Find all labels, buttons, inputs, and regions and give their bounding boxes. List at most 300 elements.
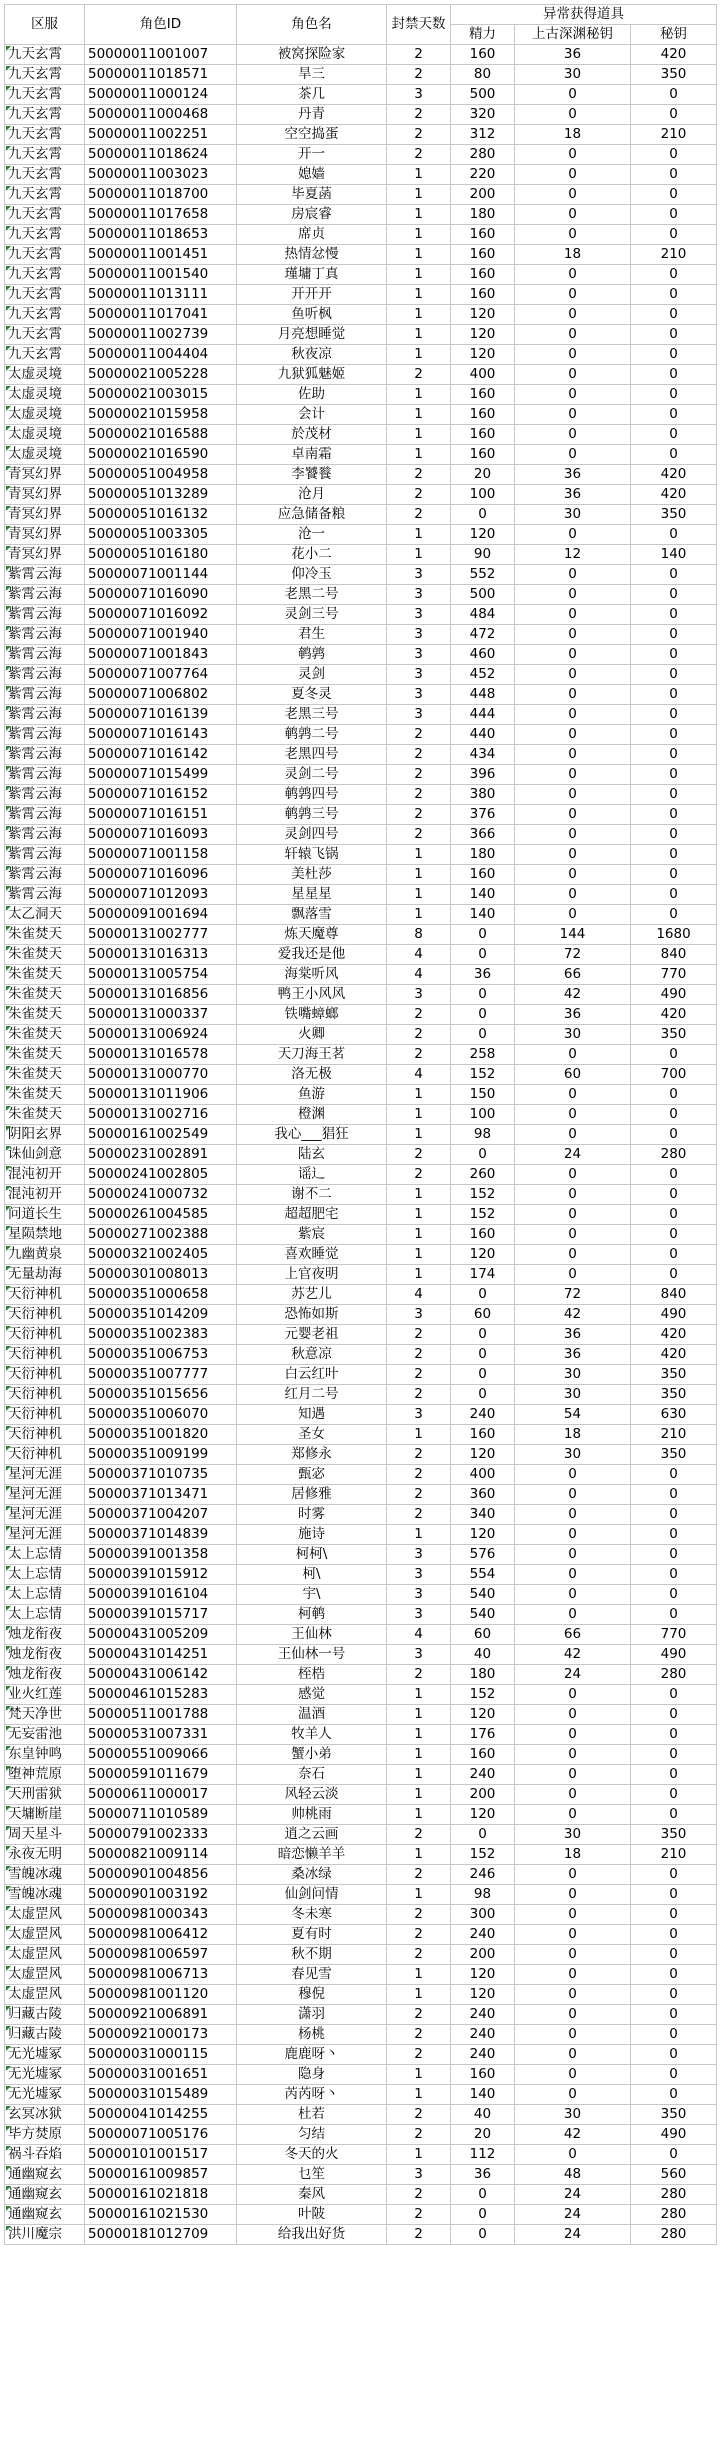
cell-zone: 九天玄霄	[5, 345, 85, 365]
cell-role-id: 50000131005754	[85, 965, 237, 985]
cell-energy: 240	[451, 1925, 515, 1945]
table-row	[5, 1625, 717, 1645]
cell-role-id: 50000011018700	[85, 185, 237, 205]
table-row	[5, 1765, 717, 1785]
cell-key: 0	[631, 1565, 717, 1585]
cell-ancient-abyss-key: 0	[515, 1805, 631, 1825]
cell-ancient-abyss-key: 0	[515, 1985, 631, 2005]
cell-key: 0	[631, 105, 717, 125]
cell-ancient-abyss-key: 30	[515, 1825, 631, 1845]
cell-key: 490	[631, 985, 717, 1005]
cell-role-name: 鱼游	[237, 1085, 387, 1105]
table-row	[5, 1725, 717, 1745]
table-row	[5, 445, 717, 465]
cell-key: 770	[631, 1625, 717, 1645]
cell-role-id: 50000371014839	[85, 1525, 237, 1545]
table-row	[5, 925, 717, 945]
cell-ban-days: 3	[387, 1405, 451, 1425]
cell-ancient-abyss-key: 0	[515, 885, 631, 905]
cell-zone: 天衍神机	[5, 1345, 85, 1365]
cell-role-name: 老黑二号	[237, 585, 387, 605]
cell-role-name: 鹿鹿呀丶	[237, 2045, 387, 2065]
cell-role-name: 被窝探险家	[237, 45, 387, 65]
cell-role-id: 50000071016090	[85, 585, 237, 605]
cell-energy: 120	[451, 1985, 515, 2005]
cell-energy: 0	[451, 505, 515, 525]
cell-energy: 174	[451, 1265, 515, 1285]
cell-ancient-abyss-key: 24	[515, 1145, 631, 1165]
cell-energy: 258	[451, 1045, 515, 1065]
cell-key: 0	[631, 2145, 717, 2165]
cell-role-name: 洛无极	[237, 1065, 387, 1085]
cell-zone: 紫霄云海	[5, 885, 85, 905]
table-row	[5, 1105, 717, 1125]
cell-role-name: 施诗	[237, 1525, 387, 1545]
cell-ancient-abyss-key: 0	[515, 1205, 631, 1225]
cell-role-id: 50000011018624	[85, 145, 237, 165]
cell-ban-days: 2	[387, 785, 451, 805]
header-abnormal-items: 异常获得道具	[451, 5, 717, 25]
cell-ancient-abyss-key: 36	[515, 485, 631, 505]
table-row	[5, 1265, 717, 1285]
cell-role-name: 月亮想睡觉	[237, 325, 387, 345]
table-row	[5, 565, 717, 585]
cell-ancient-abyss-key: 0	[515, 105, 631, 125]
cell-ban-days: 3	[387, 625, 451, 645]
cell-zone: 天衍神机	[5, 1285, 85, 1305]
cell-energy: 160	[451, 385, 515, 405]
cell-key: 350	[631, 1445, 717, 1465]
cell-zone: 太上忘情	[5, 1545, 85, 1565]
cell-ban-days: 2	[387, 145, 451, 165]
cell-role-name: 穆倪	[237, 1985, 387, 2005]
cell-zone: 紫霄云海	[5, 745, 85, 765]
cell-key: 0	[631, 185, 717, 205]
cell-zone: 九天玄霄	[5, 125, 85, 145]
table-row	[5, 1225, 717, 1245]
cell-zone: 诛仙剑意	[5, 1145, 85, 1165]
cell-ban-days: 1	[387, 2085, 451, 2105]
cell-energy: 554	[451, 1565, 515, 1585]
cell-key: 0	[631, 405, 717, 425]
cell-ancient-abyss-key: 0	[515, 425, 631, 445]
cell-zone: 东皇钟鸣	[5, 1745, 85, 1765]
cell-role-name: 知遇	[237, 1405, 387, 1425]
cell-energy: 0	[451, 1285, 515, 1305]
cell-ancient-abyss-key: 0	[515, 2005, 631, 2025]
cell-role-id: 50000041014255	[85, 2105, 237, 2125]
cell-key: 0	[631, 1485, 717, 1505]
cell-key: 0	[631, 1985, 717, 2005]
cell-role-name: 毕夏菡	[237, 185, 387, 205]
cell-ban-days: 2	[387, 465, 451, 485]
cell-zone: 烛龙衔夜	[5, 1665, 85, 1685]
cell-key: 350	[631, 2105, 717, 2125]
table-row	[5, 2065, 717, 2085]
cell-ancient-abyss-key: 0	[515, 1245, 631, 1265]
table-row	[5, 1925, 717, 1945]
cell-energy: 400	[451, 1465, 515, 1485]
cell-role-id: 50000011001540	[85, 265, 237, 285]
cell-role-name: 超超肥宅	[237, 1205, 387, 1225]
cell-ancient-abyss-key: 0	[515, 845, 631, 865]
table-row	[5, 285, 717, 305]
cell-ancient-abyss-key: 0	[515, 85, 631, 105]
cell-role-name: 鹌鹑二号	[237, 725, 387, 745]
cell-energy: 366	[451, 825, 515, 845]
cell-role-name: 会计	[237, 405, 387, 425]
cell-ancient-abyss-key: 0	[515, 1565, 631, 1585]
cell-key: 0	[631, 805, 717, 825]
cell-energy: 280	[451, 145, 515, 165]
cell-energy: 540	[451, 1585, 515, 1605]
cell-zone: 雪魄冰魂	[5, 1885, 85, 1905]
cell-role-name: 柯柯\	[237, 1545, 387, 1565]
cell-zone: 星河无涯	[5, 1485, 85, 1505]
cell-ban-days: 1	[387, 445, 451, 465]
cell-role-name: 牧羊人	[237, 1725, 387, 1745]
cell-ancient-abyss-key: 0	[515, 345, 631, 365]
cell-ancient-abyss-key: 0	[515, 765, 631, 785]
cell-key: 0	[631, 265, 717, 285]
cell-ban-days: 2	[387, 2225, 451, 2245]
cell-energy: 140	[451, 2085, 515, 2105]
table-row	[5, 305, 717, 325]
cell-ancient-abyss-key: 66	[515, 965, 631, 985]
cell-ban-days: 1	[387, 2145, 451, 2165]
table-row	[5, 485, 717, 505]
cell-role-id: 50000371013471	[85, 1485, 237, 1505]
cell-ancient-abyss-key: 36	[515, 45, 631, 65]
cell-key: 0	[631, 1745, 717, 1765]
cell-ban-days: 2	[387, 2105, 451, 2125]
table-row	[5, 1705, 717, 1725]
cell-role-id: 50000981006713	[85, 1965, 237, 1985]
cell-ban-days: 3	[387, 1585, 451, 1605]
cell-energy: 434	[451, 745, 515, 765]
cell-energy: 160	[451, 225, 515, 245]
cell-role-name: 九狱狐魅姬	[237, 365, 387, 385]
table-row	[5, 1445, 717, 1465]
cell-energy: 36	[451, 965, 515, 985]
cell-ban-days: 1	[387, 385, 451, 405]
cell-role-id: 50000011001451	[85, 245, 237, 265]
cell-role-id: 50000231002891	[85, 1145, 237, 1165]
table-row	[5, 65, 717, 85]
cell-ban-days: 2	[387, 1345, 451, 1365]
cell-energy: 36	[451, 2165, 515, 2185]
cell-role-id: 50000071016143	[85, 725, 237, 745]
cell-ban-days: 2	[387, 1025, 451, 1045]
cell-ancient-abyss-key: 66	[515, 1625, 631, 1645]
cell-zone: 无光墟冢	[5, 2065, 85, 2085]
cell-ancient-abyss-key: 0	[515, 825, 631, 845]
cell-energy: 0	[451, 1325, 515, 1345]
cell-role-id: 50000271002388	[85, 1225, 237, 1245]
cell-zone: 九天玄霄	[5, 65, 85, 85]
cell-role-id: 50000131016856	[85, 985, 237, 1005]
cell-role-name: 佐助	[237, 385, 387, 405]
cell-zone: 星河无涯	[5, 1505, 85, 1525]
cell-energy: 176	[451, 1725, 515, 1745]
cell-energy: 472	[451, 625, 515, 645]
cell-ancient-abyss-key: 30	[515, 1385, 631, 1405]
cell-energy: 60	[451, 1625, 515, 1645]
table-row	[5, 2025, 717, 2045]
cell-role-name: 老黑三号	[237, 705, 387, 725]
cell-zone: 九天玄霄	[5, 85, 85, 105]
cell-key: 420	[631, 485, 717, 505]
cell-zone: 太虚灵境	[5, 445, 85, 465]
cell-ancient-abyss-key: 0	[515, 1965, 631, 1985]
cell-ban-days: 1	[387, 245, 451, 265]
cell-energy: 0	[451, 2185, 515, 2205]
cell-zone: 天衍神机	[5, 1405, 85, 1425]
cell-zone: 太虚罡风	[5, 1925, 85, 1945]
cell-role-id: 50000131011906	[85, 1085, 237, 1105]
cell-energy: 120	[451, 1445, 515, 1465]
cell-ancient-abyss-key: 60	[515, 1065, 631, 1085]
cell-key: 280	[631, 2205, 717, 2225]
cell-role-name: 沧月	[237, 485, 387, 505]
cell-key: 0	[631, 1165, 717, 1185]
cell-key: 350	[631, 1025, 717, 1045]
cell-role-id: 50000591011679	[85, 1765, 237, 1785]
cell-role-name: 炼天魔尊	[237, 925, 387, 945]
cell-zone: 太虚罡风	[5, 1945, 85, 1965]
header-key: 秘钥	[631, 25, 717, 45]
cell-ban-days: 3	[387, 1305, 451, 1325]
cell-zone: 永夜无明	[5, 1845, 85, 1865]
cell-ancient-abyss-key: 18	[515, 125, 631, 145]
cell-energy: 180	[451, 845, 515, 865]
cell-ancient-abyss-key: 0	[515, 565, 631, 585]
cell-ban-days: 3	[387, 665, 451, 685]
cell-key: 840	[631, 1285, 717, 1305]
table-row	[5, 1525, 717, 1545]
cell-energy: 160	[451, 425, 515, 445]
cell-zone: 天衍神机	[5, 1445, 85, 1465]
cell-role-name: 圣女	[237, 1425, 387, 1445]
cell-ancient-abyss-key: 30	[515, 1365, 631, 1385]
cell-key: 420	[631, 1325, 717, 1345]
cell-energy: 340	[451, 1505, 515, 1525]
table-row	[5, 1805, 717, 1825]
cell-ancient-abyss-key: 30	[515, 65, 631, 85]
cell-ban-days: 3	[387, 1605, 451, 1625]
cell-role-name: 蟹小弟	[237, 1745, 387, 1765]
table-row	[5, 2225, 717, 2245]
cell-ancient-abyss-key: 0	[515, 365, 631, 385]
cell-energy: 152	[451, 1185, 515, 1205]
cell-energy: 150	[451, 1085, 515, 1105]
cell-role-name: 奈石	[237, 1765, 387, 1785]
cell-zone: 无妄雷池	[5, 1725, 85, 1745]
cell-role-id: 50000101001517	[85, 2145, 237, 2165]
cell-ancient-abyss-key: 0	[515, 305, 631, 325]
table-row	[5, 1745, 717, 1765]
cell-role-name: 秦风	[237, 2185, 387, 2205]
cell-ban-days: 2	[387, 65, 451, 85]
cell-role-id: 50000071016092	[85, 605, 237, 625]
cell-energy: 200	[451, 1785, 515, 1805]
cell-ancient-abyss-key: 0	[515, 865, 631, 885]
cell-key: 490	[631, 1305, 717, 1325]
cell-role-name: 爱我还是他	[237, 945, 387, 965]
cell-energy: 0	[451, 1145, 515, 1165]
cell-key: 0	[631, 665, 717, 685]
table-row	[5, 2005, 717, 2025]
cell-ancient-abyss-key: 0	[515, 1265, 631, 1285]
cell-ban-days: 2	[387, 1865, 451, 1885]
cell-role-id: 50000531007331	[85, 1725, 237, 1745]
cell-key: 280	[631, 2185, 717, 2205]
cell-key: 0	[631, 1045, 717, 1065]
cell-key: 0	[631, 1905, 717, 1925]
cell-zone: 紫霄云海	[5, 725, 85, 745]
table-row	[5, 385, 717, 405]
cell-role-id: 50000821009114	[85, 1845, 237, 1865]
table-row	[5, 1465, 717, 1485]
cell-role-id: 50000981000343	[85, 1905, 237, 1925]
cell-energy: 40	[451, 1645, 515, 1665]
cell-ancient-abyss-key: 48	[515, 2165, 631, 2185]
cell-role-name: 星星星	[237, 885, 387, 905]
table-row	[5, 2165, 717, 2185]
cell-energy: 160	[451, 1745, 515, 1765]
table-row	[5, 125, 717, 145]
cell-role-id: 50000261004585	[85, 1205, 237, 1225]
cell-ban-days: 1	[387, 425, 451, 445]
cell-ban-days: 2	[387, 1905, 451, 1925]
cell-role-name: 甄宓	[237, 1465, 387, 1485]
cell-ancient-abyss-key: 0	[515, 705, 631, 725]
table-row	[5, 685, 717, 705]
cell-ancient-abyss-key: 24	[515, 2185, 631, 2205]
cell-energy: 160	[451, 265, 515, 285]
cell-zone: 星河无涯	[5, 1465, 85, 1485]
cell-ban-days: 2	[387, 1505, 451, 1525]
cell-ancient-abyss-key: 0	[515, 1465, 631, 1485]
cell-role-name: 鱼听枫	[237, 305, 387, 325]
cell-role-id: 50000351000658	[85, 1285, 237, 1305]
cell-energy: 300	[451, 1905, 515, 1925]
cell-role-name: 美杜莎	[237, 865, 387, 885]
table-row	[5, 505, 717, 525]
cell-zone: 无光墟冢	[5, 2085, 85, 2105]
cell-role-id: 50000071006802	[85, 685, 237, 705]
table-row	[5, 1185, 717, 1205]
cell-key: 420	[631, 465, 717, 485]
cell-role-id: 50000031000115	[85, 2045, 237, 2065]
cell-zone: 九天玄霄	[5, 205, 85, 225]
cell-key: 0	[631, 1125, 717, 1145]
cell-key: 420	[631, 1005, 717, 1025]
cell-zone: 混沌初开	[5, 1185, 85, 1205]
cell-ancient-abyss-key: 0	[515, 2145, 631, 2165]
cell-ancient-abyss-key: 0	[515, 525, 631, 545]
cell-role-name: 灵剑四号	[237, 825, 387, 845]
table-row	[5, 265, 717, 285]
cell-energy: 160	[451, 865, 515, 885]
table-body	[5, 45, 717, 2245]
cell-role-id: 50000351006070	[85, 1405, 237, 1425]
table-row	[5, 1365, 717, 1385]
cell-zone: 太虚罡风	[5, 1985, 85, 2005]
cell-ban-days: 2	[387, 1365, 451, 1385]
cell-ancient-abyss-key: 0	[515, 2045, 631, 2065]
cell-ban-days: 1	[387, 1885, 451, 1905]
cell-ban-days: 3	[387, 985, 451, 1005]
cell-role-name: 夏冬灵	[237, 685, 387, 705]
cell-role-id: 50000071016151	[85, 805, 237, 825]
cell-energy: 246	[451, 1865, 515, 1885]
cell-energy: 152	[451, 1065, 515, 1085]
cell-role-id: 50000071016093	[85, 825, 237, 845]
cell-role-name: 李饕餮	[237, 465, 387, 485]
cell-zone: 紫霄云海	[5, 865, 85, 885]
cell-key: 700	[631, 1065, 717, 1085]
cell-role-id: 50000351002383	[85, 1325, 237, 1345]
cell-role-name: 恐怖如斯	[237, 1305, 387, 1325]
cell-ban-days: 1	[387, 1705, 451, 1725]
table-row	[5, 765, 717, 785]
cell-ancient-abyss-key: 0	[515, 1085, 631, 1105]
cell-role-name: 给我出好货	[237, 2225, 387, 2245]
cell-role-id: 50000161002549	[85, 1125, 237, 1145]
cell-zone: 天墉断崖	[5, 1805, 85, 1825]
table-row	[5, 985, 717, 1005]
cell-role-id: 50000611000017	[85, 1785, 237, 1805]
cell-zone: 青冥幻界	[5, 465, 85, 485]
cell-role-name: 王仙林	[237, 1625, 387, 1645]
cell-role-id: 50000031015489	[85, 2085, 237, 2105]
cell-zone: 九天玄霄	[5, 245, 85, 265]
cell-ban-days: 1	[387, 205, 451, 225]
cell-ban-days: 2	[387, 2125, 451, 2145]
cell-ban-days: 3	[387, 585, 451, 605]
cell-ancient-abyss-key: 36	[515, 1345, 631, 1365]
cell-key: 0	[631, 1945, 717, 1965]
cell-ban-days: 2	[387, 1465, 451, 1485]
cell-zone: 朱雀焚天	[5, 965, 85, 985]
cell-role-name: 柯鹌	[237, 1605, 387, 1625]
cell-ban-days: 2	[387, 1325, 451, 1345]
cell-energy: 20	[451, 465, 515, 485]
cell-key: 0	[631, 85, 717, 105]
table-row	[5, 1205, 717, 1225]
cell-zone: 太虚灵境	[5, 425, 85, 445]
cell-ancient-abyss-key: 72	[515, 945, 631, 965]
cell-zone: 九天玄霄	[5, 225, 85, 245]
data-table	[4, 4, 717, 2245]
cell-ancient-abyss-key: 36	[515, 465, 631, 485]
table-row	[5, 1345, 717, 1365]
cell-key: 0	[631, 2025, 717, 2045]
cell-ancient-abyss-key: 24	[515, 2225, 631, 2245]
cell-role-id: 50000051013289	[85, 485, 237, 505]
cell-energy: 120	[451, 1805, 515, 1825]
cell-role-id: 50000051003305	[85, 525, 237, 545]
cell-zone: 太上忘情	[5, 1605, 85, 1625]
cell-ban-days: 2	[387, 1925, 451, 1945]
cell-ban-days: 1	[387, 305, 451, 325]
cell-role-name: 开一	[237, 145, 387, 165]
cell-role-name: 灵剑三号	[237, 605, 387, 625]
cell-energy: 200	[451, 185, 515, 205]
cell-energy: 90	[451, 545, 515, 565]
cell-role-name: 王仙林一号	[237, 1645, 387, 1665]
